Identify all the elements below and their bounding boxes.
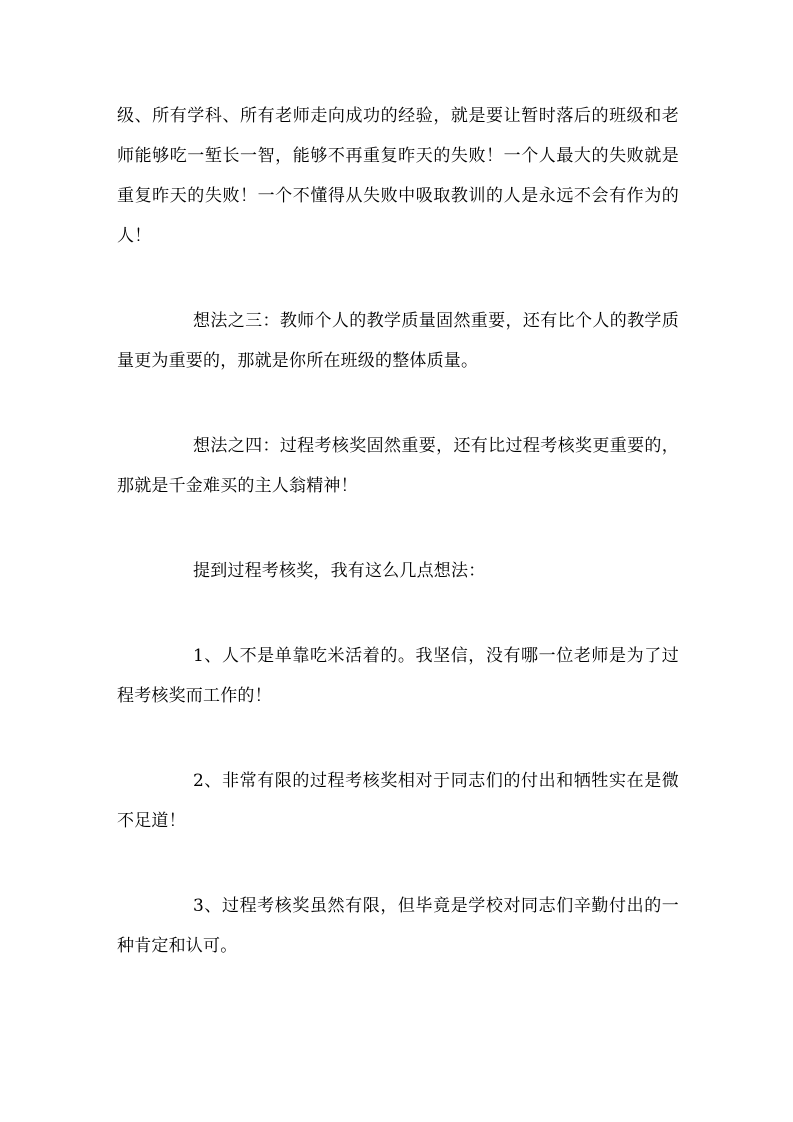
- paragraph-point-1: 1、人不是单靠吃米活着的。我坚信，没有哪一位老师是为了过程考核奖而工作的！: [117, 646, 679, 706]
- paragraph-idea-four: 想法之四：过程考核奖固然重要，还有比过程考核奖更重要的，那就是千金难买的主人翁精神！: [117, 436, 679, 496]
- paragraph-point-2: 2、非常有限的过程考核奖相对于同志们的付出和牺牲实在是微不足道！: [117, 771, 679, 831]
- paragraph-award-intro: 提到过程考核奖，我有这么几点想法：: [193, 561, 486, 581]
- document-body: [117, 96, 679, 966]
- paragraph-continuation: 级、所有学科、所有老师走向成功的经验，就是要让暂时落后的班级和老师能够吃一堑长一智，能够不再重复昨天的失败！一个人最大的失败就是重复昨天的失败！一个不懂得从失败中吸取教训的人是永远不会有作为的人！: [117, 106, 679, 246]
- paragraph-idea-three: 想法之三：教师个人的教学质量固然重要，还有比个人的教学质量更为重要的，那就是你所在班级的整体质量。: [117, 311, 679, 371]
- paragraph-point-3: 3、过程考核奖虽然有限，但毕竟是学校对同志们辛勤付出的一种肯定和认可。: [117, 896, 679, 956]
